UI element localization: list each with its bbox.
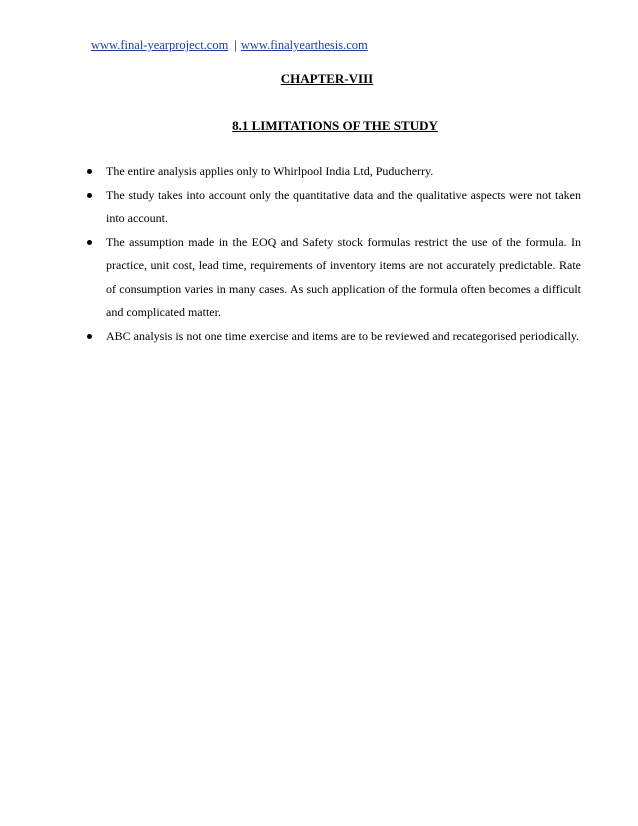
list-item: [67, 160, 581, 184]
list-item-text: The assumption made in the EOQ and Safety stock formulas restrict the use of the formula. In practice, unit cost, lead time, requirements of inventory items are not accurately predictable. Rate of consumption varies in many cases. As such application of the formula often becomes a difficult and complicated matter.: [106, 234, 581, 319]
limitations-list: [67, 160, 581, 348]
finalyearthesis-link[interactable]: www.finalyearthesis.com: [240, 38, 368, 52]
list-item: [67, 184, 581, 231]
bullet-icon: [87, 169, 92, 174]
list-item: [67, 231, 581, 325]
list-item-text: The entire analysis applies only to Whirlpool India Ltd, Puducherry.: [106, 164, 434, 178]
chapter-title: CHAPTER-VIII: [280, 71, 374, 86]
header-separator: |: [234, 38, 237, 52]
list-item: [67, 325, 581, 349]
section-title: 8.1 LIMITATIONS OF THE STUDY: [232, 118, 438, 133]
bullet-icon: [87, 334, 92, 339]
list-item-text: The study takes into account only the quantitative data and the qualitative aspects were not taken into account.: [106, 187, 581, 225]
bullet-icon: [87, 193, 92, 198]
header-links: [91, 37, 368, 53]
bullet-icon: [87, 240, 92, 245]
list-item-text: ABC analysis is not one time exercise and items are to be reviewed and recategorised periodically.: [106, 328, 580, 343]
final-yearproject-link[interactable]: www.final-yearproject.com: [91, 38, 229, 52]
